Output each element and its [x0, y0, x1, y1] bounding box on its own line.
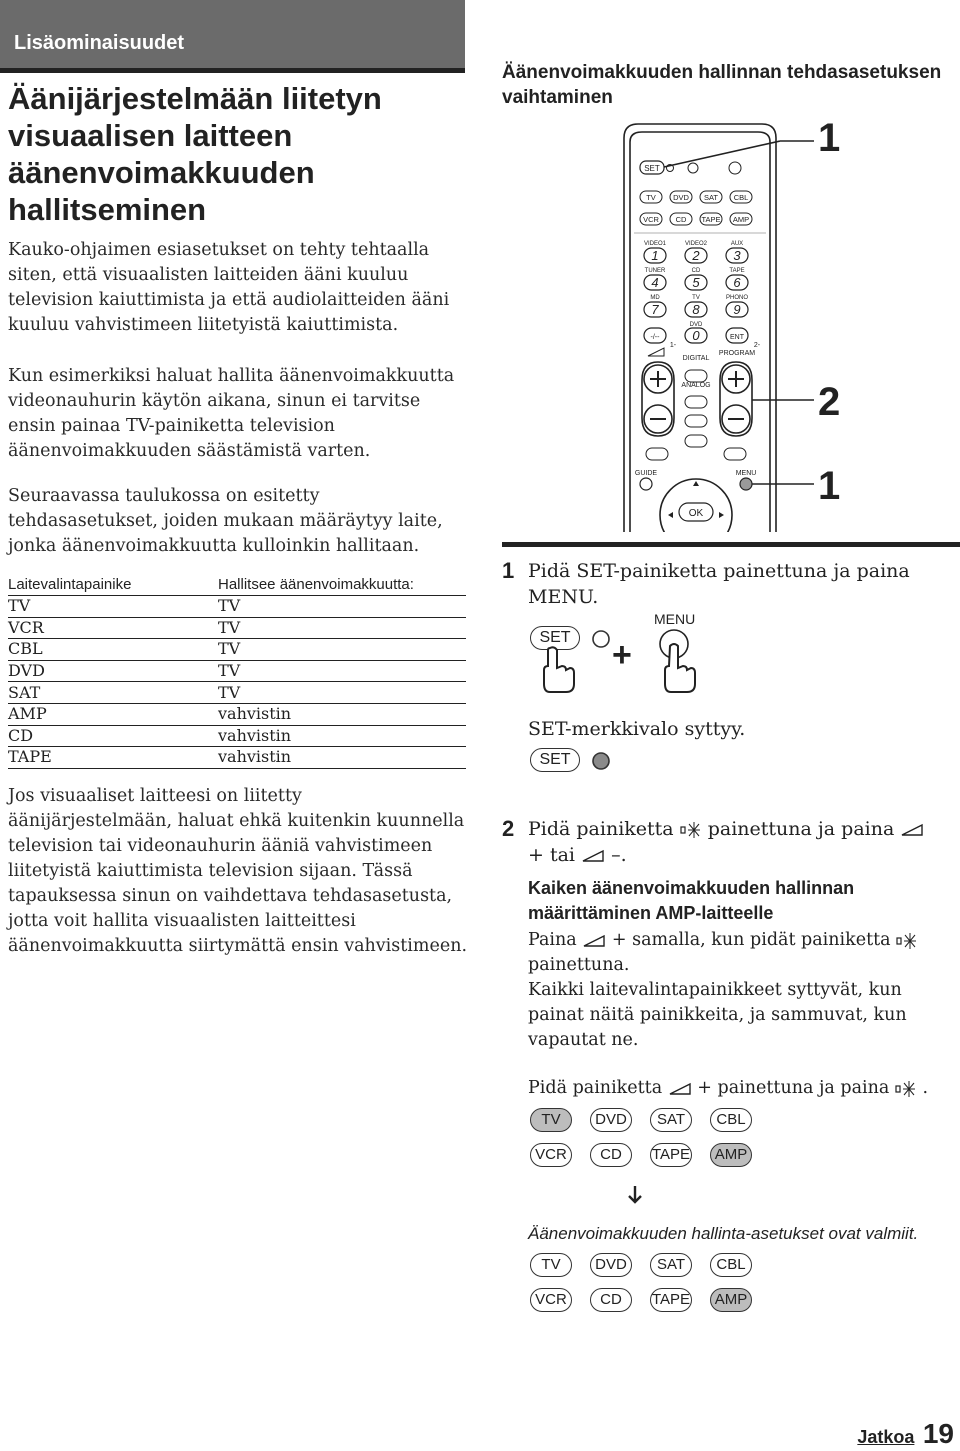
table-row	[8, 703, 466, 725]
set-button-lit[interactable]: SET	[530, 748, 580, 772]
table-header: Hallitsee äänenvoimakkuutta:	[218, 574, 466, 596]
step1-text: Pidä SET-painiketta painettuna ja paina MENU.	[528, 560, 910, 608]
remote-menu-label: MENU	[735, 470, 757, 477]
step2-text-c: + tai	[528, 844, 575, 866]
remote-label-md: MD	[650, 295, 660, 301]
step2-text	[528, 816, 953, 868]
mute-icon	[680, 821, 702, 839]
callout-lines	[780, 130, 820, 500]
section-label: Lisäominaisuudet	[14, 32, 185, 54]
set-lamp-text: SET-merkkivalo syttyy.	[528, 718, 746, 740]
table-row	[8, 639, 466, 661]
source-button-amp[interactable]: AMP	[710, 1143, 752, 1167]
remote-digit-6: 6	[733, 275, 741, 290]
source-button-dvd[interactable]: DVD	[590, 1108, 632, 1132]
table-cell: TV	[8, 596, 218, 618]
press-c: .	[922, 1078, 929, 1098]
volume-icon	[668, 1082, 692, 1096]
source-button-tape[interactable]: TAPE	[650, 1143, 692, 1167]
table-cell: vahvistin	[218, 725, 466, 747]
source-button-sat[interactable]: SAT	[650, 1253, 692, 1277]
source-button-cd[interactable]: CD	[590, 1288, 632, 1312]
amp-body-a: Paina	[528, 930, 577, 950]
steps-rule	[502, 542, 960, 547]
hand-press-set-icon	[540, 646, 580, 694]
section-rule	[0, 68, 465, 73]
remote-set-label: SET	[644, 164, 660, 173]
remote-two-small: 2-	[753, 342, 761, 349]
intro-paragraph-3: Seuraavassa taulukossa on esitetty tehdasasetukset, joiden mukaan määräytyy laite, jonka äänenvoimakkuutta kulloinkin hallitaan.	[8, 486, 443, 556]
remote-one-small: 1-	[669, 342, 677, 349]
remote-src-tv: TV	[646, 193, 656, 202]
source-button-vcr[interactable]: VCR	[530, 1288, 572, 1312]
factory-settings-table	[8, 574, 466, 769]
remote-analog-label: ANALOG	[681, 382, 711, 389]
remote-src-amp: AMP	[732, 215, 750, 224]
source-button-tv[interactable]: TV	[530, 1108, 572, 1132]
remote-digit-5: 5	[692, 275, 700, 290]
amp-subheading: Kaiken äänenvoimakkuuden hallinnan määrittäminen AMP-laitteelle	[528, 878, 855, 923]
remote-dash-label: -/--	[650, 334, 660, 341]
set-button[interactable]: SET	[530, 626, 580, 650]
remote-digit-2: 2	[692, 248, 700, 263]
closing-paragraph: Jos visuaaliset laitteesi on liitetty äänijärjestelmään, haluat ehkä kuitenkin kuunnella television tai videonauhurin ääniä vahvistimeen liitetyistä kaiuttimista television sijaan. Tässä tapauksessa sinun on vaihdettava tehdasasetusta, jotta voit hallita visuaalisten laitteittesi äänenvoimakkuutta siirtymättä ensin vahvistimeen.	[8, 786, 468, 956]
done-note: Äänenvoimakkuuden hallinta-asetukset ovat valmiit.	[528, 1224, 919, 1243]
remote-src-vcr: VCR	[643, 215, 659, 224]
table-cell: CBL	[8, 639, 218, 661]
remote-label-tuner: TUNER	[644, 268, 666, 274]
page-title: Äänijärjestelmään liitetyn visuaalisen laitteen äänenvoimakkuuden hallitseminen	[8, 81, 382, 227]
remote-control-illustration	[620, 120, 780, 532]
remote-label-aux: AUX	[730, 241, 744, 247]
remote-label-video2: VIDEO2	[684, 241, 708, 247]
volume-icon	[581, 849, 605, 863]
amp-instruction	[528, 928, 953, 978]
table-cell: TV	[218, 617, 466, 639]
step2-text-d: –.	[611, 844, 627, 866]
amp-body-b: + samalla, kun pidät painiketta	[611, 930, 891, 950]
callout-number: 1	[818, 464, 841, 508]
step2-text-a: Pidä painiketta	[528, 818, 674, 840]
source-button-amp[interactable]: AMP	[710, 1288, 752, 1312]
table-cell: TV	[218, 639, 466, 661]
table-cell: CD	[8, 725, 218, 747]
remote-src-tape: TAPE	[701, 215, 721, 224]
table-row	[8, 682, 466, 704]
table-cell: TV	[218, 660, 466, 682]
table-cell: AMP	[8, 703, 218, 725]
source-button-sat[interactable]: SAT	[650, 1108, 692, 1132]
source-button-dvd[interactable]: DVD	[590, 1253, 632, 1277]
remote-src-cbl: CBL	[733, 193, 749, 202]
table-row	[8, 725, 466, 747]
table-row	[8, 747, 466, 769]
source-button-cd[interactable]: CD	[590, 1143, 632, 1167]
table-row	[8, 596, 466, 618]
source-button-cbl[interactable]: CBL	[710, 1253, 752, 1277]
source-button-vcr[interactable]: VCR	[530, 1143, 572, 1167]
table-cell: VCR	[8, 617, 218, 639]
page-footer	[857, 1418, 954, 1450]
remote-digit-9: 9	[733, 302, 741, 317]
right-heading: Äänenvoimakkuuden hallinnan tehdasasetuksen vaihtaminen	[502, 62, 942, 108]
press-instruction	[528, 1076, 953, 1101]
table-header: Laitevalintapainike	[8, 574, 218, 596]
section-header-bar	[0, 0, 465, 72]
amp-lights-text: Kaikki laitevalintapainikkeet syttyvät, kun painat näitä painikkeita, ja sammuvat, kun vapautat ne.	[528, 980, 907, 1050]
table-cell: SAT	[8, 682, 218, 704]
table-cell: vahvistin	[218, 747, 466, 769]
remote-label-phono: PHONO	[725, 295, 749, 301]
volume-icon	[900, 823, 924, 837]
remote-program-label: PROGRAM	[718, 350, 756, 357]
remote-ok-label: OK	[688, 508, 704, 519]
page-number: 19	[922, 1418, 954, 1449]
table-cell: TAPE	[8, 747, 218, 769]
callout-number: 1	[818, 116, 841, 160]
press-b: + painettuna ja paina	[697, 1078, 890, 1098]
continue-label: Jatkoa	[857, 1427, 915, 1447]
remote-label-cd: CD	[691, 268, 701, 274]
menu-button-hand-icon[interactable]	[656, 628, 700, 696]
step2-text-b: painettuna ja paina	[707, 818, 895, 840]
mute-icon	[896, 932, 918, 950]
table-row	[8, 617, 466, 639]
remote-label-video1: VIDEO1	[643, 241, 667, 247]
set-indicator-icon	[592, 630, 612, 650]
remote-ent-label: ENT	[730, 334, 744, 341]
menu-label: MENU	[654, 611, 696, 627]
remote-digit-8: 8	[692, 302, 700, 317]
table-cell: TV	[218, 596, 466, 618]
remote-label-tv: TV	[692, 295, 700, 301]
remote-digit-4: 4	[651, 275, 659, 290]
remote-src-dvd: DVD	[673, 193, 689, 202]
step-number: 1	[502, 558, 515, 583]
table-cell: TV	[218, 682, 466, 704]
remote-digit-3: 3	[733, 248, 741, 263]
source-button-cbl[interactable]: CBL	[710, 1108, 752, 1132]
table-cell: vahvistin	[218, 703, 466, 725]
source-button-tape[interactable]: TAPE	[650, 1288, 692, 1312]
press-a: Pidä painiketta	[528, 1078, 663, 1098]
table-cell: DVD	[8, 660, 218, 682]
arrow-down-icon	[626, 1184, 644, 1206]
source-button-tv[interactable]: TV	[530, 1253, 572, 1277]
remote-digit-7: 7	[651, 302, 659, 317]
mute-icon	[895, 1080, 917, 1098]
step-number: 2	[502, 816, 515, 841]
callout-number: 2	[818, 380, 841, 424]
remote-src-sat: SAT	[703, 193, 719, 202]
remote-guide-label: GUIDE	[634, 470, 658, 477]
intro-paragraph-2: Kun esimerkiksi haluat hallita äänenvoimakkuutta videonauhurin käytön aikana, sinun ei tarvitse ensin painaa TV-painiketta television äänenvoimakkuuden säästämistä varten.	[8, 366, 455, 461]
table-header-row	[8, 574, 466, 596]
plus-symbol: +	[612, 636, 632, 674]
remote-label-dvd: DVD	[689, 322, 703, 328]
volume-icon	[582, 934, 606, 948]
remote-label-tape: TAPE	[729, 268, 745, 274]
remote-digit-1: 1	[651, 248, 659, 263]
set-indicator-lit-icon	[592, 752, 612, 772]
remote-digital-label: DIGITAL	[682, 355, 710, 362]
amp-body-c: painettuna.	[528, 955, 630, 975]
intro-paragraph-1: Kauko-ohjaimen esiasetukset on tehty tehtaalla siten, että visuaalisten laitteiden ääni kuuluu television kaiuttimista ja että audiolaitteiden ääni kuuluu vahvistimeen liitetyistä kaiuttimista.	[8, 240, 450, 335]
remote-src-cd: CD	[675, 215, 687, 224]
table-row	[8, 660, 466, 682]
remote-digit-0: 0	[692, 328, 700, 343]
